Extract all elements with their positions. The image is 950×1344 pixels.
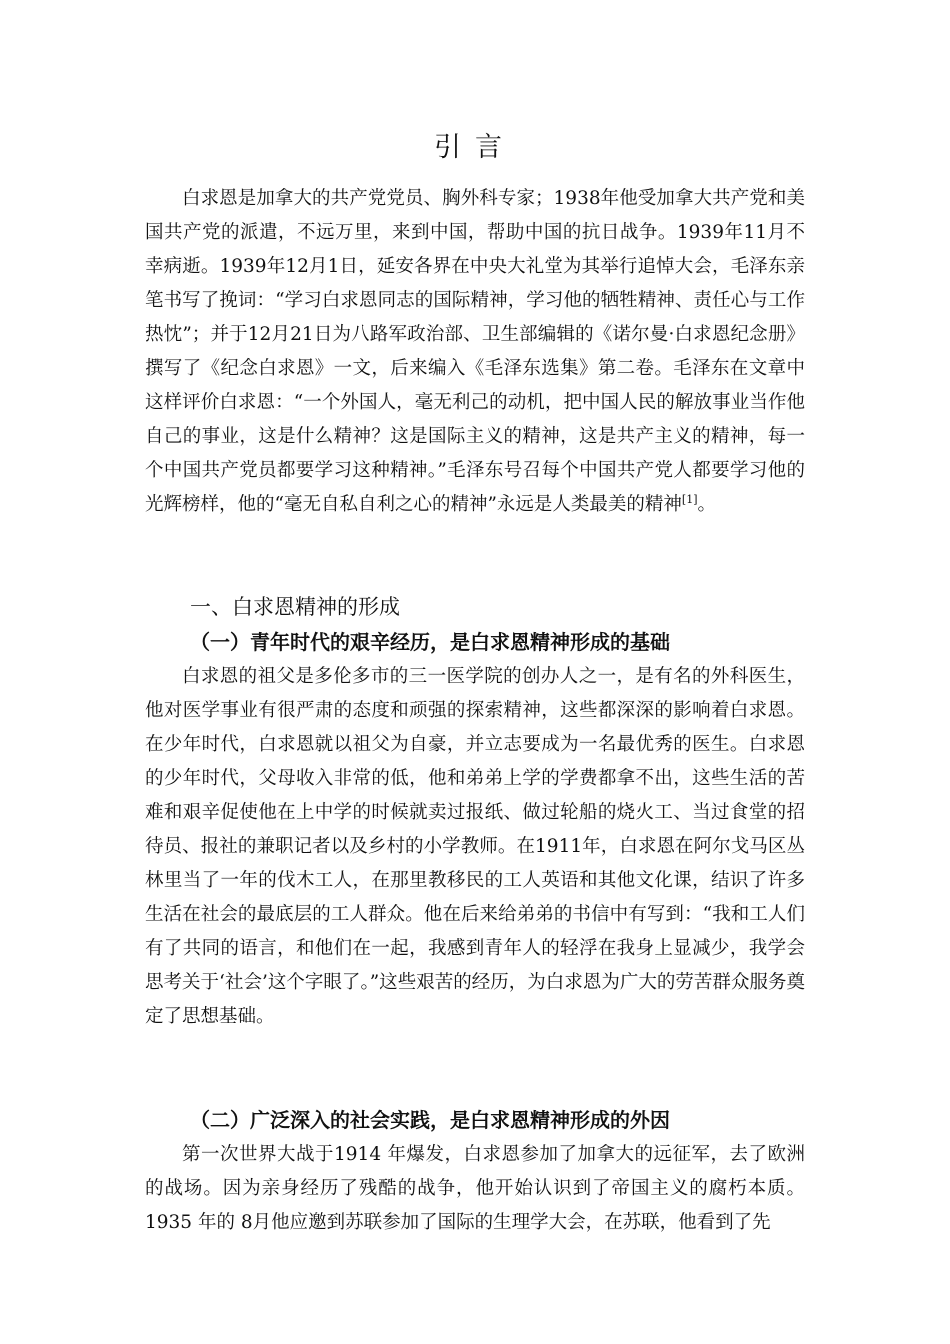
subsection-paragraph-2: 第一次世界大战于1914 年爆发，白求恩参加了加拿大的远征军，去了欧洲的战场。因为亲身经历了残酷的战争，他开始认识到了帝国主义的腐朽本质。1935 年的 8月他应邀到苏联参加了国际的生理学大会，在苏联，他看到了先 bbox=[145, 1144, 805, 1233]
citation-marker: [1] bbox=[681, 492, 698, 506]
intro-tail: 。 bbox=[697, 494, 717, 515]
section-heading: 一、白求恩精神的形成 bbox=[190, 595, 400, 619]
subsection-paragraph-1: 白求恩的祖父是多伦多市的三一医学院的创办人之一，是有名的外科医生，他对医学事业有很严肃的态度和顽强的探索精神，这些都深深的影响着白求恩。在少年时代，白求恩就以祖父为自豪，并立志要成为一名最优秀的医生。白求恩的少年时代，父母收入非常的低，他和弟弟上学的学费都拿不出，这些生活的苦难和艰辛促使他在上中学的时候就卖过报纸、做过轮船的烧火工、当过食堂的招待员、报社的兼职记者以及乡村的小学教师。在1911年，白求恩在阿尔戈马区丛林里当了一年的伐木工人，在那里教移民的工人英语和其他文化课，结识了许多生活在社会的最底层的工人群众。他在后来给弟弟的书信中有写到：“我和工人们有了共同的语言，和他们在一起，我感到青年人的轻浮在我身上显减少，我学会思考关于‘社会’这个字眼了。”这些艰苦的经历，为白求恩为广大的劳苦群众服务奠定了思想基础。 bbox=[145, 666, 805, 1027]
intro-text: 白求恩是加拿大的共产党党员、胸外科专家；1938年他受加拿大共产党和美国共产党的派遣，不远万里，来到中国，帮助中国的抗日战争。1939年11月不幸病逝。1939年12月1日，延安各界在中央大礼堂为其举行追悼大会，毛泽东亲笔书写了挽词：“学习白求恩同志的国际精神，学习他的牺牲精神、责任心与工作热忱”；并于12月21日为八路军政治部、卫生部编辑的《诺尔曼·白求恩纪念册》撰写了《纪念白求恩》一文，后来编入《毛泽东选集》第二卷。毛泽东在文章中这样评价白求恩：“一个外国人，毫无利己的动机，把中国人民的解放事业当作他自己的事业，这是什么精神？这是国际主义的精神，这是共产主义的精神，每一个中国共产党员都要学习这种精神。”毛泽东号召每个中国共产党人都要学习他的光辉榜样，他的“毫无自私自利之心的精神”永远是人类最美的精神 bbox=[145, 188, 805, 515]
page-title: 引言 bbox=[434, 132, 516, 163]
subsection-heading-1: （一）青年时代的艰辛经历，是白求恩精神形成的基础 bbox=[190, 630, 670, 654]
intro-paragraph bbox=[145, 182, 805, 522]
subsection-heading-2: （二）广泛深入的社会实践，是白求恩精神形成的外因 bbox=[190, 1108, 670, 1132]
